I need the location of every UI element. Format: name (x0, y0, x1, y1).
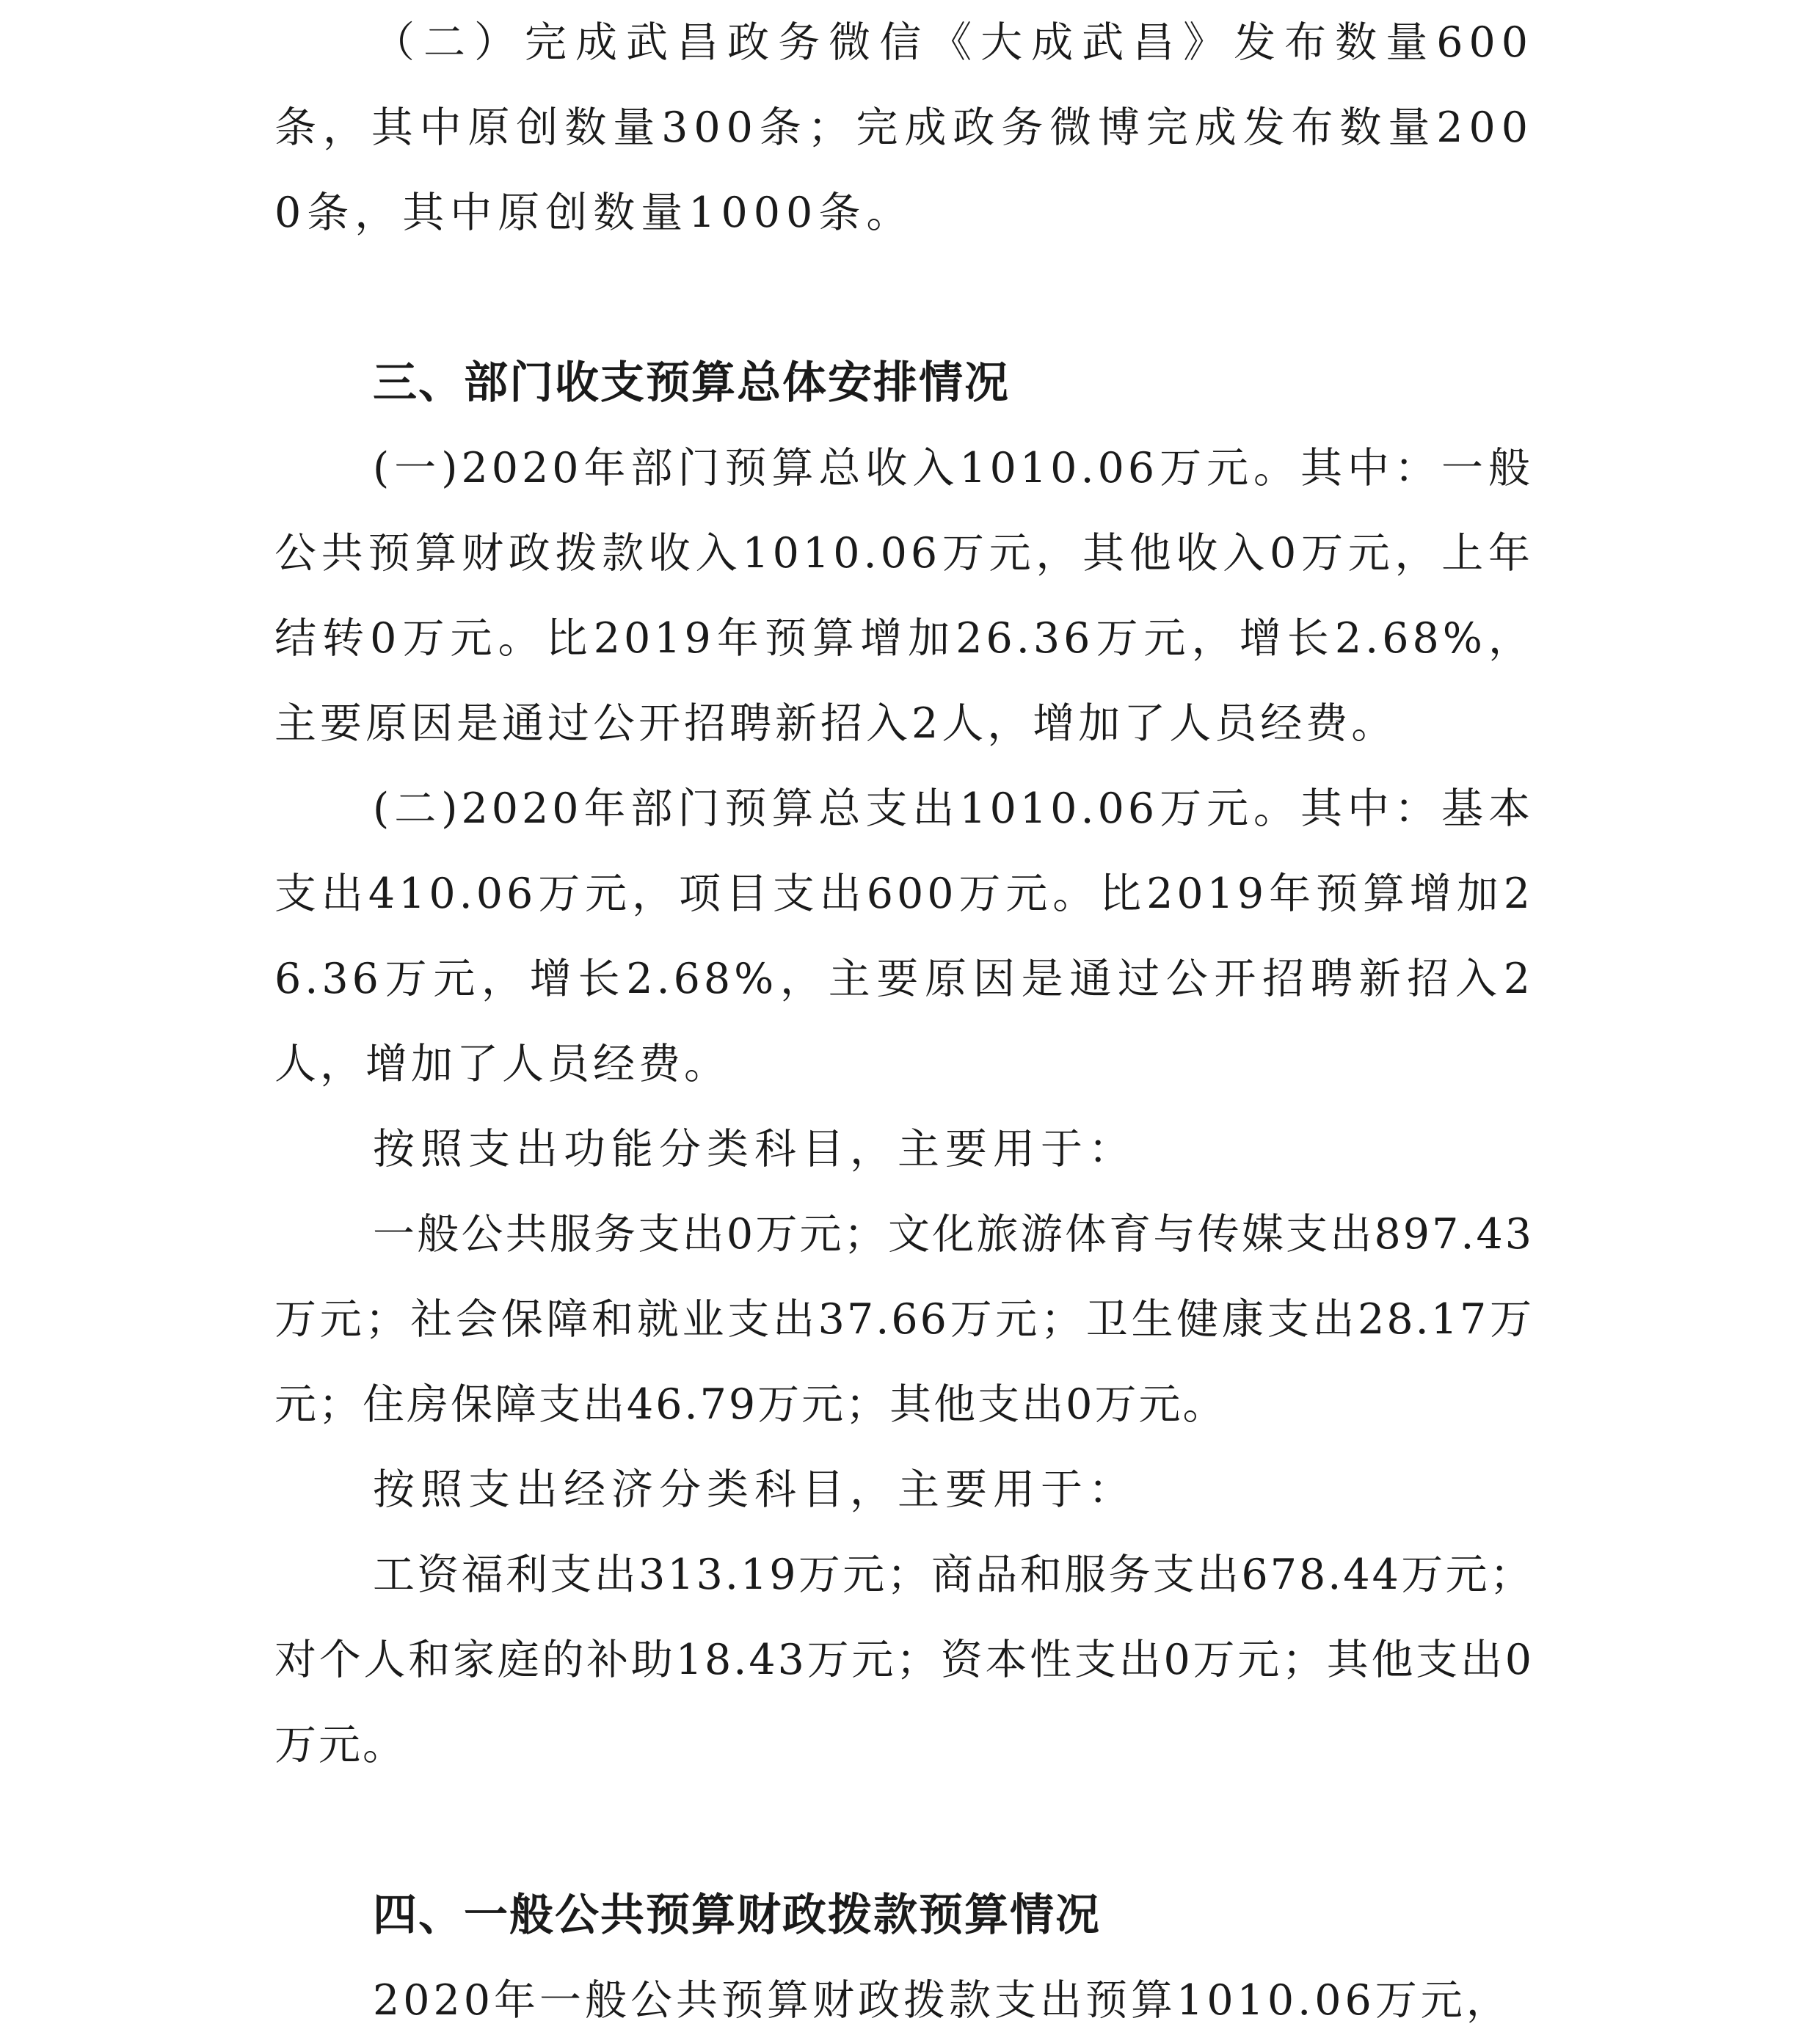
paragraph-economic-detail: 工资福利支出313.19万元；商品和服务支出678.44万元；对个人和家庭的补助18.43万元；资本性支出0万元；其他支出0万元。 (274, 1551, 1534, 1769)
paragraph-income: (一)2020年部门预算总收入1010.06万元。其中：一般公共预算财政拨款收入1010.06万元，其他收入0万元，上年结转0万元。比2019年预算增加26.36万元，增长2.68%，主要原因是通过公开招聘新招入2人，增加了人员经费。 (274, 444, 1534, 748)
section-heading-4: 四、一般公共预算财政拨款预算情况 (373, 1890, 1101, 1941)
section-heading-3: 三、部门收支预算总体安排情况 (373, 357, 1010, 409)
paragraph-function-detail: 一般公共服务支出0万元；文化旅游体育与传媒支出897.43万元；社会保障和就业支出37.66万元；卫生健康支出28.17万元；住房保障支出46.79万元；其他支出0万元。 (274, 1210, 1534, 1429)
paragraph-weixin-weibo: （二）完成武昌政务微信《大成武昌》发布数量600条，其中原创数量300条；完成政务微博完成发布数量2000条，其中原创数量1000条。 (274, 18, 1534, 237)
document-page (274, 0, 1534, 2043)
paragraph-gap (274, 255, 1534, 340)
paragraph-gap (274, 1788, 1534, 1873)
paragraph-expense: (二)2020年部门预算总支出1010.06万元。其中：基本支出410.06万元，项目支出600万元。比2019年预算增加26.36万元，增长2.68%，主要原因是通过公开招聘新招入2人，增加了人员经费。 (274, 784, 1534, 1088)
paragraph-function-intro: 按照支出功能分类科目，主要用于： (373, 1125, 1136, 1173)
paragraph-economic-intro: 按照支出经济分类科目，主要用于： (373, 1465, 1136, 1514)
paragraph-general-budget: 2020年一般公共预算财政拨款支出预算1010.06万元， (373, 1976, 1512, 2025)
